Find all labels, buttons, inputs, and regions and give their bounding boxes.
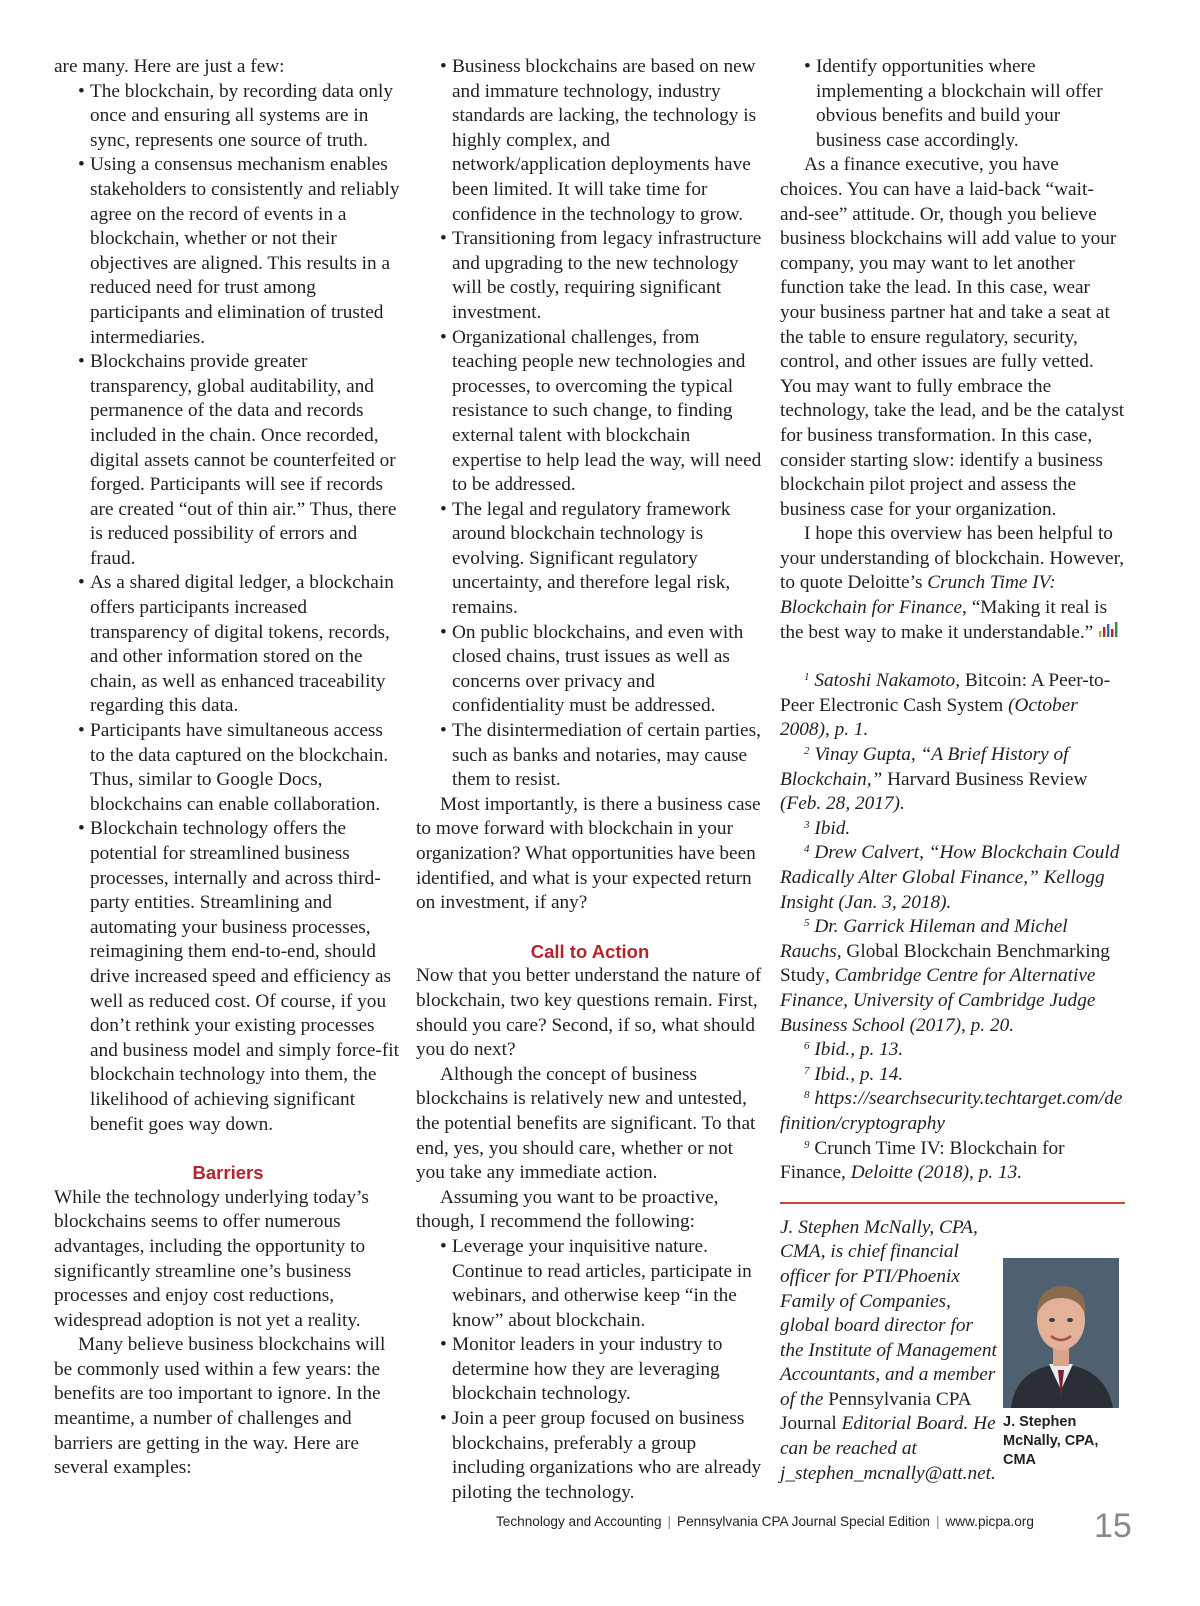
author-portrait-icon xyxy=(1003,1258,1119,1408)
recommendations-list-continued xyxy=(780,55,1125,153)
paragraph: Most importantly, is there a business case to move forward with blockchain in your organization? What opportunities have been identified, and what is your expected return on investment, if any? xyxy=(416,793,761,914)
closing-quote: , “Making it real is the best way to make it understandable.” xyxy=(780,597,1108,643)
footnote: $^9$ Crunch Time IV: Blockchain for Finance, Deloitte (2018), p. 13. xyxy=(780,1137,1065,1184)
recommendations-list xyxy=(416,1235,764,1506)
barriers-list xyxy=(416,55,764,793)
footnote: $^1$ Satoshi Nakamoto, Bitcoin: A Peer-to-Peer Electronic Cash System (October 2008), p. 1. xyxy=(780,670,1111,741)
list-item: • On public blockchains, and even with closed chains, trust issues as well as concerns over privacy and confidentiality must be addressed. xyxy=(416,621,764,719)
paragraph: As a finance executive, you have choices. You can have a laid-back “wait-and-see” attitude. Or, though you believe business blockchains will add value to your company, you may want to let another function take the lead. In this case, wear your business partner hat and take a seat at the table to ensure regulatory, security, control, and other issues are fully vetted. You may want to fully embrace the technology, take the lead, and be the catalyst for business transformation. In this case, consider starting slow: identify a business blockchain pilot project and assess the business case for your organization. xyxy=(780,154,1125,520)
column-left xyxy=(54,55,402,1481)
divider-rule xyxy=(780,1202,1125,1204)
footnote: $^3$ Ibid. xyxy=(804,817,851,839)
footnote: $^4$ Drew Calvert, “How Blockchain Could Radically Alter Global Finance,” Kellogg Insight (Jan. 3, 2018). xyxy=(780,842,1120,913)
paragraph: Although the concept of business blockchains is relatively new and untested, the potential benefits are significant. To that end, yes, you should care, whether or not you take any immediate action. xyxy=(416,1063,756,1184)
photo-caption: J. Stephen McNally, CPA, CMA xyxy=(1003,1414,1099,1468)
list-item: • Join a peer group focused on business blockchains, preferably a group including organizations who are already piloting the technology. xyxy=(416,1407,764,1505)
footer-url[interactable]: www.picpa.org xyxy=(945,1514,1034,1529)
page-number: 15 xyxy=(1094,1507,1132,1545)
list-item: • The blockchain, by recording data only once and ensuring all systems are in sync, represents one source of truth. xyxy=(54,80,402,154)
section-heading-call-to-action: Call to Action xyxy=(530,940,650,962)
list-item: • Business blockchains are based on new and immature technology, industry standards are lacking, the technology is highly complex, and network/application deployments have been limited. It will take time for confidence in the technology to grow. xyxy=(416,55,764,227)
closing-text: I hope this overview has been helpful to your understanding of blockchain. However, to quote Deloitte’s xyxy=(780,523,1125,594)
footnote: $^2$ Vinay Gupta, “A Brief History of Blockchain,” Harvard Business Review (Feb. 28, 2017). xyxy=(780,744,1088,815)
list-item: • Transitioning from legacy infrastructure and upgrading to the new technology will be costly, requiring significant investment. xyxy=(416,227,764,325)
list-item: • Identify opportunities where implementing a blockchain will offer obvious benefits and build your business case accordingly. xyxy=(780,55,1125,153)
footer-publication: Pennsylvania CPA Journal Special Edition xyxy=(677,1514,930,1529)
author-photo xyxy=(1003,1258,1119,1408)
list-item: • Organizational challenges, from teaching people new technologies and processes, to overcoming the typical resistance to such change, to finding external talent with blockchain expertise to help lead the way, will need to be addressed. xyxy=(416,326,764,498)
author-bio: J. Stephen McNally, CPA, CMA, is chief financial officer for PTI/Phoenix Family of Companies, global board director for the Institute of Management Accountants, and a member of the Pennsylvania CPA Journal Editorial Board. He can be reached at j_stephen_mcnally@att.net. xyxy=(780,1216,997,1484)
footnote: $^6$ Ibid., p. 13. xyxy=(804,1039,904,1061)
list-item: • The legal and regulatory framework around blockchain technology is evolving. Significant regulatory uncertainty, and therefore legal risk, remains. xyxy=(416,498,764,621)
benefits-list xyxy=(54,80,402,1138)
list-item: • Using a consensus mechanism enables stakeholders to consistently and reliably agree on the record of events in a blockchain, whether or not their objectives are aligned. This results in a reduced need for trust among participants and elimination of trusted intermediaries. xyxy=(54,153,402,350)
paragraph: While the technology underlying today’s blockchains seems to offer numerous advantages, including the opportunity to significantly streamline one’s business processes and enjoy cost reductions, widespread adoption is not yet a reality. xyxy=(54,1186,369,1331)
section-heading-barriers: Barriers xyxy=(192,1162,264,1184)
paragraph: Assuming you want to be proactive, though, I recommend the following: xyxy=(416,1186,719,1233)
list-item: • Leverage your inquisitive nature. Continue to read articles, participate in webinars, and otherwise keep “in the know” about blockchain. xyxy=(416,1235,764,1333)
footnote: $^5$ Dr. Garrick Hileman and Michel Rauchs, Global Blockchain Benchmarking Study, Cambridge Centre for Alternative Finance, University of Cambridge Judge Business School (2017), p. 20. xyxy=(780,916,1110,1036)
list-item: • Blockchain technology offers the potential for streamlined business processes, internally and across third-party entities. Streamlining and automating your business processes, reimagining them end-to-end, should drive increased speed and efficiency as well as reduced cost. Of course, if you don’t rethink your existing processes and business model and simply force-fit blockchain technology into them, the likelihood of achieving significant benefit goes way down. xyxy=(54,817,402,1137)
intro-text: are many. Here are just a few: xyxy=(54,56,285,77)
list-item: • Blockchains provide greater transparency, global auditability, and permanence of the data and records included in the chain. Once recorded, digital assets cannot be counterfeited or forged. Participants will see if records are created “out of thin air.” Thus, there is reduced possibility of errors and fraud. xyxy=(54,350,402,571)
footnote-link[interactable]: $^8$ https://searchsecurity.techtarget.com/definition/cryptography xyxy=(780,1088,1123,1134)
page-footer xyxy=(496,1514,1034,1529)
bar-chart-end-mark-icon xyxy=(1097,621,1119,639)
footer-section: Technology and Accounting xyxy=(496,1514,662,1529)
paragraph: Many believe business blockchains will be commonly used within a few years: the benefits are too important to ignore. In the meantime, a number of challenges and barriers are getting in the way. Here are several examples: xyxy=(54,1334,386,1479)
footnotes xyxy=(780,669,1125,1185)
footnote: $^7$ Ibid., p. 14. xyxy=(804,1063,904,1085)
column-middle xyxy=(416,55,764,1505)
footer-separator: | xyxy=(667,1514,672,1529)
paragraph: Now that you better understand the nature of blockchain, two key questions remain. First, should you care? Second, if so, what should you do next? xyxy=(416,965,762,1061)
report-title: Crunch Time IV: Blockchain for Finance xyxy=(780,572,1056,619)
list-item: • Participants have simultaneous access to the data captured on the blockchain. Thus, similar to Google Docs, blockchains can enable collaboration. xyxy=(54,719,402,817)
footer-separator: | xyxy=(935,1514,940,1529)
closing-paragraph xyxy=(780,522,1125,645)
list-item: • Monitor leaders in your industry to determine how they are leveraging blockchain technology. xyxy=(416,1333,764,1407)
list-item: • The disintermediation of certain parties, such as banks and notaries, may cause them to resist. xyxy=(416,719,764,793)
list-item: • As a shared digital ledger, a blockchain offers participants increased transparency of digital tokens, records, and other information stored on the chain, as well as enhanced traceability regarding this data. xyxy=(54,571,402,719)
